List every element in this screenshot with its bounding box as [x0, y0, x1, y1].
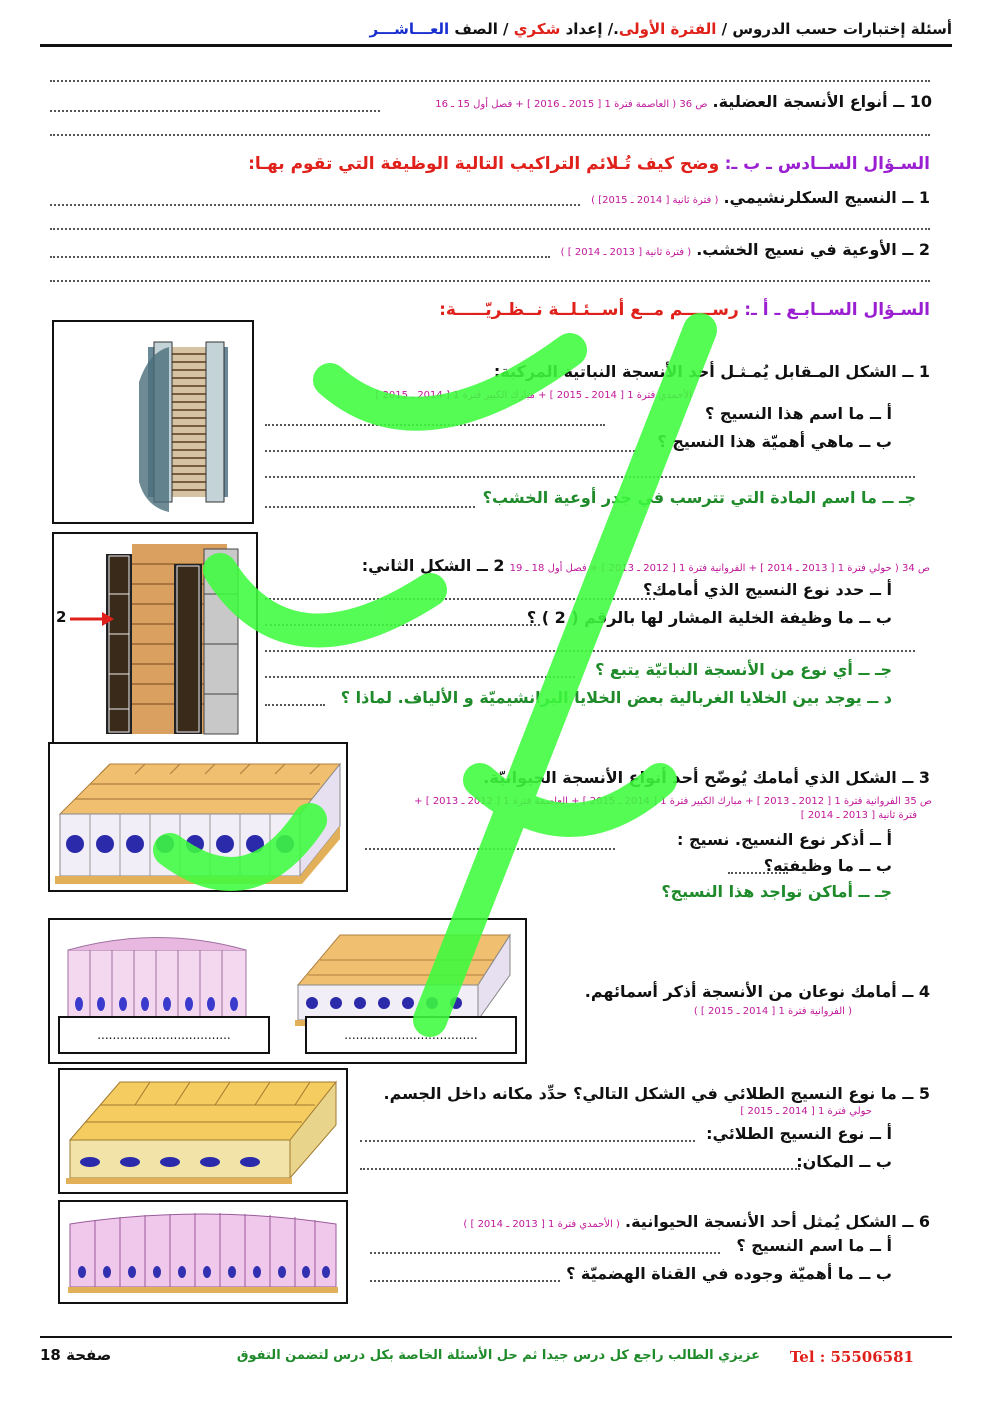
header-rule: [40, 44, 952, 47]
f2-d: د ــ يوجد بين الخلايا الغربالية بعض الخلايا البرانشيميّة و الألياف. لماذا ؟: [340, 688, 892, 707]
answer-line: [365, 848, 615, 850]
f6-b: ب ــ ما أهميّة وجوده في القناة الهضميّة ؟: [566, 1264, 892, 1283]
f1-a: أ ــ ما اسم هذا النسيج ؟: [705, 404, 892, 423]
arrow-right-icon: [68, 610, 116, 628]
f3-title: 3 ــ الشكل الذي أمامك يُوضّح أحد أنواع الأنسجة الحيوانيّة.: [483, 768, 930, 787]
f2-marker-label: 2: [56, 608, 67, 626]
figure-6-columnar-image: [58, 1200, 348, 1304]
answer-line: [370, 1252, 720, 1254]
s6-2-row: [561, 240, 930, 259]
f6-a: أ ــ ما اسم النسيج ؟: [736, 1236, 892, 1255]
f4-title: 4 ــ أمامك نوعان من الأنسجة أذكر أسمائهم.: [584, 982, 930, 1001]
section-7a-heading: [439, 300, 930, 320]
section-6b-heading: [248, 154, 930, 174]
f5-b: ب ــ المكان:: [796, 1152, 892, 1171]
answer-line: [50, 280, 930, 282]
s6-1-text: 1 ــ النسيج السكلرنشيمي.: [723, 188, 930, 207]
footer-rule: [40, 1336, 952, 1338]
section-7a-subtitle: رســـــم مــع أســئـلــة نــظـريّـــــة:: [439, 300, 739, 320]
f5-source: حولي فترة 1 [ 2014 ـ 2015 ]: [740, 1106, 872, 1117]
f6-row: [463, 1212, 930, 1231]
answer-line: [728, 872, 788, 874]
answer-line: [360, 1168, 800, 1170]
f2-text: 2 ــ الشكل الثاني:: [361, 556, 505, 575]
f3-b: ب ــ ما وظيفته؟: [763, 856, 892, 875]
header-author: شكري: [513, 20, 561, 38]
answer-line: [370, 1280, 560, 1282]
f2-row: [362, 556, 930, 575]
f1-b: ب ــ ماهي أهميّة هذا النسيج ؟: [657, 432, 892, 451]
s6-1-source: ( فترة ثانية [ 2014 ـ 2015] ): [591, 195, 719, 206]
header-prepared: ./ إعداد: [565, 20, 619, 38]
f6-text: 6 ــ الشكل يُمثل أحد الأنسجة الحيوانية.: [625, 1212, 930, 1231]
header-period: الفترة الأولى: [618, 20, 717, 38]
f4-answer-box-left[interactable]: [58, 1016, 270, 1054]
answer-line: [50, 134, 930, 136]
f1-source: الأحمدي فترة 1 [ 2014 ـ 2015 ] + مبارك الكبير فترة 1 [ 2014 ـ 2015 ]: [375, 390, 692, 401]
answer-line: [50, 228, 930, 230]
f2-a: أ ــ حدد نوع النسيج الذي أمامك؟: [642, 580, 892, 599]
answer-line: [265, 650, 915, 652]
answer-line: [50, 80, 930, 82]
section-6b-title: السـؤال الســادس ـ ب ـ:: [724, 154, 930, 174]
header-text: أسئلة إختبارات حسب الدروس /: [721, 20, 952, 38]
f3-c: جـ ــ أماكن تواجد هذا النسيج؟: [661, 882, 892, 901]
f3-a: أ ــ أذكر نوع النسيج. نسيج :: [677, 830, 892, 849]
section-6b-subtitle: وضح كيف تُـلائم التراكيب التالية الوظيفة التي تقوم بهـا:: [248, 154, 720, 174]
figure-2-phloem-image: [52, 532, 258, 746]
answer-line: [50, 256, 550, 258]
f4-answer-box-right[interactable]: [305, 1016, 517, 1054]
q10-row: [435, 92, 932, 111]
header-grade: العـــاشـــر: [369, 20, 450, 38]
section-7a-title: السـؤال الســابـع ـ أ ـ:: [744, 300, 930, 320]
f4-blank-left: ...................................: [97, 1028, 231, 1042]
s6-1-row: [591, 188, 930, 207]
f3-source-2: فترة ثانية [ 2013 ـ 2014 ]: [800, 810, 917, 821]
f1-c: جـ ــ ما اسم المادة التي تترسب في جدر أوعية الخشب؟: [482, 488, 916, 507]
f4-blank-right: ...................................: [344, 1028, 478, 1042]
answer-line: [265, 476, 915, 478]
answer-line: [265, 598, 655, 600]
answer-line: [50, 204, 580, 206]
answer-line: [265, 704, 325, 706]
s6-2-source: ( فترة ثانية [ 2013 ـ 2014 ] ): [560, 247, 692, 258]
page-header: [369, 20, 952, 38]
figure-3-epithelium-image: [48, 742, 348, 892]
f5-a: أ ــ نوع النسيج الطلائي:: [706, 1124, 892, 1143]
q10-source: ص 36 ( العاصمة فترة 1 [ 2015 ـ 2016 ] + فصل أول 15 ـ 16: [435, 99, 708, 110]
q10-text: 10 ــ أنواع الأنسجة العضلية.: [712, 92, 932, 111]
answer-line: [360, 1140, 695, 1142]
answer-line: [265, 624, 540, 626]
page-number: صفحة 18: [40, 1346, 112, 1364]
f1-title: 1 ــ الشكل المـقابل يُمـثـل أحد الأنسجة النباتية المركبة:: [493, 362, 930, 381]
figure-1-xylem-image: [52, 320, 254, 524]
f5-title: 5 ــ ما نوع النسيج الطلائي في الشكل التالي؟ حدِّد مكانه داخل الجسم.: [383, 1084, 930, 1103]
answer-line: [50, 110, 380, 112]
footer-advice: عزيزي الطالب راجع كل درس جيدا ثم حل الأسئلة الخاصة بكل درس لتضمن التفوق: [236, 1348, 760, 1363]
f6-source: ( الأحمدي فترة 1 [ 2013 ـ 2014 ] ): [463, 1219, 620, 1230]
s6-2-text: 2 ــ الأوعية في نسيج الخشب.: [696, 240, 930, 259]
answer-line: [265, 506, 475, 508]
figure-5-epithelium-image: [58, 1068, 348, 1194]
f2-source: ص 34 ( حولي فترة 1 [ 2013 ـ 2014 ] + الفروانية فترة 1 [ 2012 ـ 2013 ] + فصل أول 18 ـ 19: [509, 563, 930, 574]
header-grade-label: / الصف: [454, 20, 509, 38]
answer-line: [265, 450, 635, 452]
answer-line: [265, 676, 575, 678]
answer-line: [265, 424, 605, 426]
footer-tel: Tel : 55506581: [789, 1348, 914, 1366]
f2-b: ب ــ ما وظيفة الخلية المشار لها بالرقم ( 2 ) ؟: [526, 608, 892, 627]
f3-source-1: ص 35 الفروانية فترة 1 [ 2012 ـ 2013 ] + مبارك الكبير فترة 1 [ 2014 ـ 2015 ] + العاصمة فترة 1 [ 2012 ـ 2013 ] +: [414, 796, 932, 807]
f4-source: ( الفروانية فترة 1 [ 2014 ـ 2015 ] ): [693, 1006, 852, 1017]
f2-c: جـ ــ أي نوع من الأنسجة النباتيّة يتبع ؟: [595, 660, 892, 679]
